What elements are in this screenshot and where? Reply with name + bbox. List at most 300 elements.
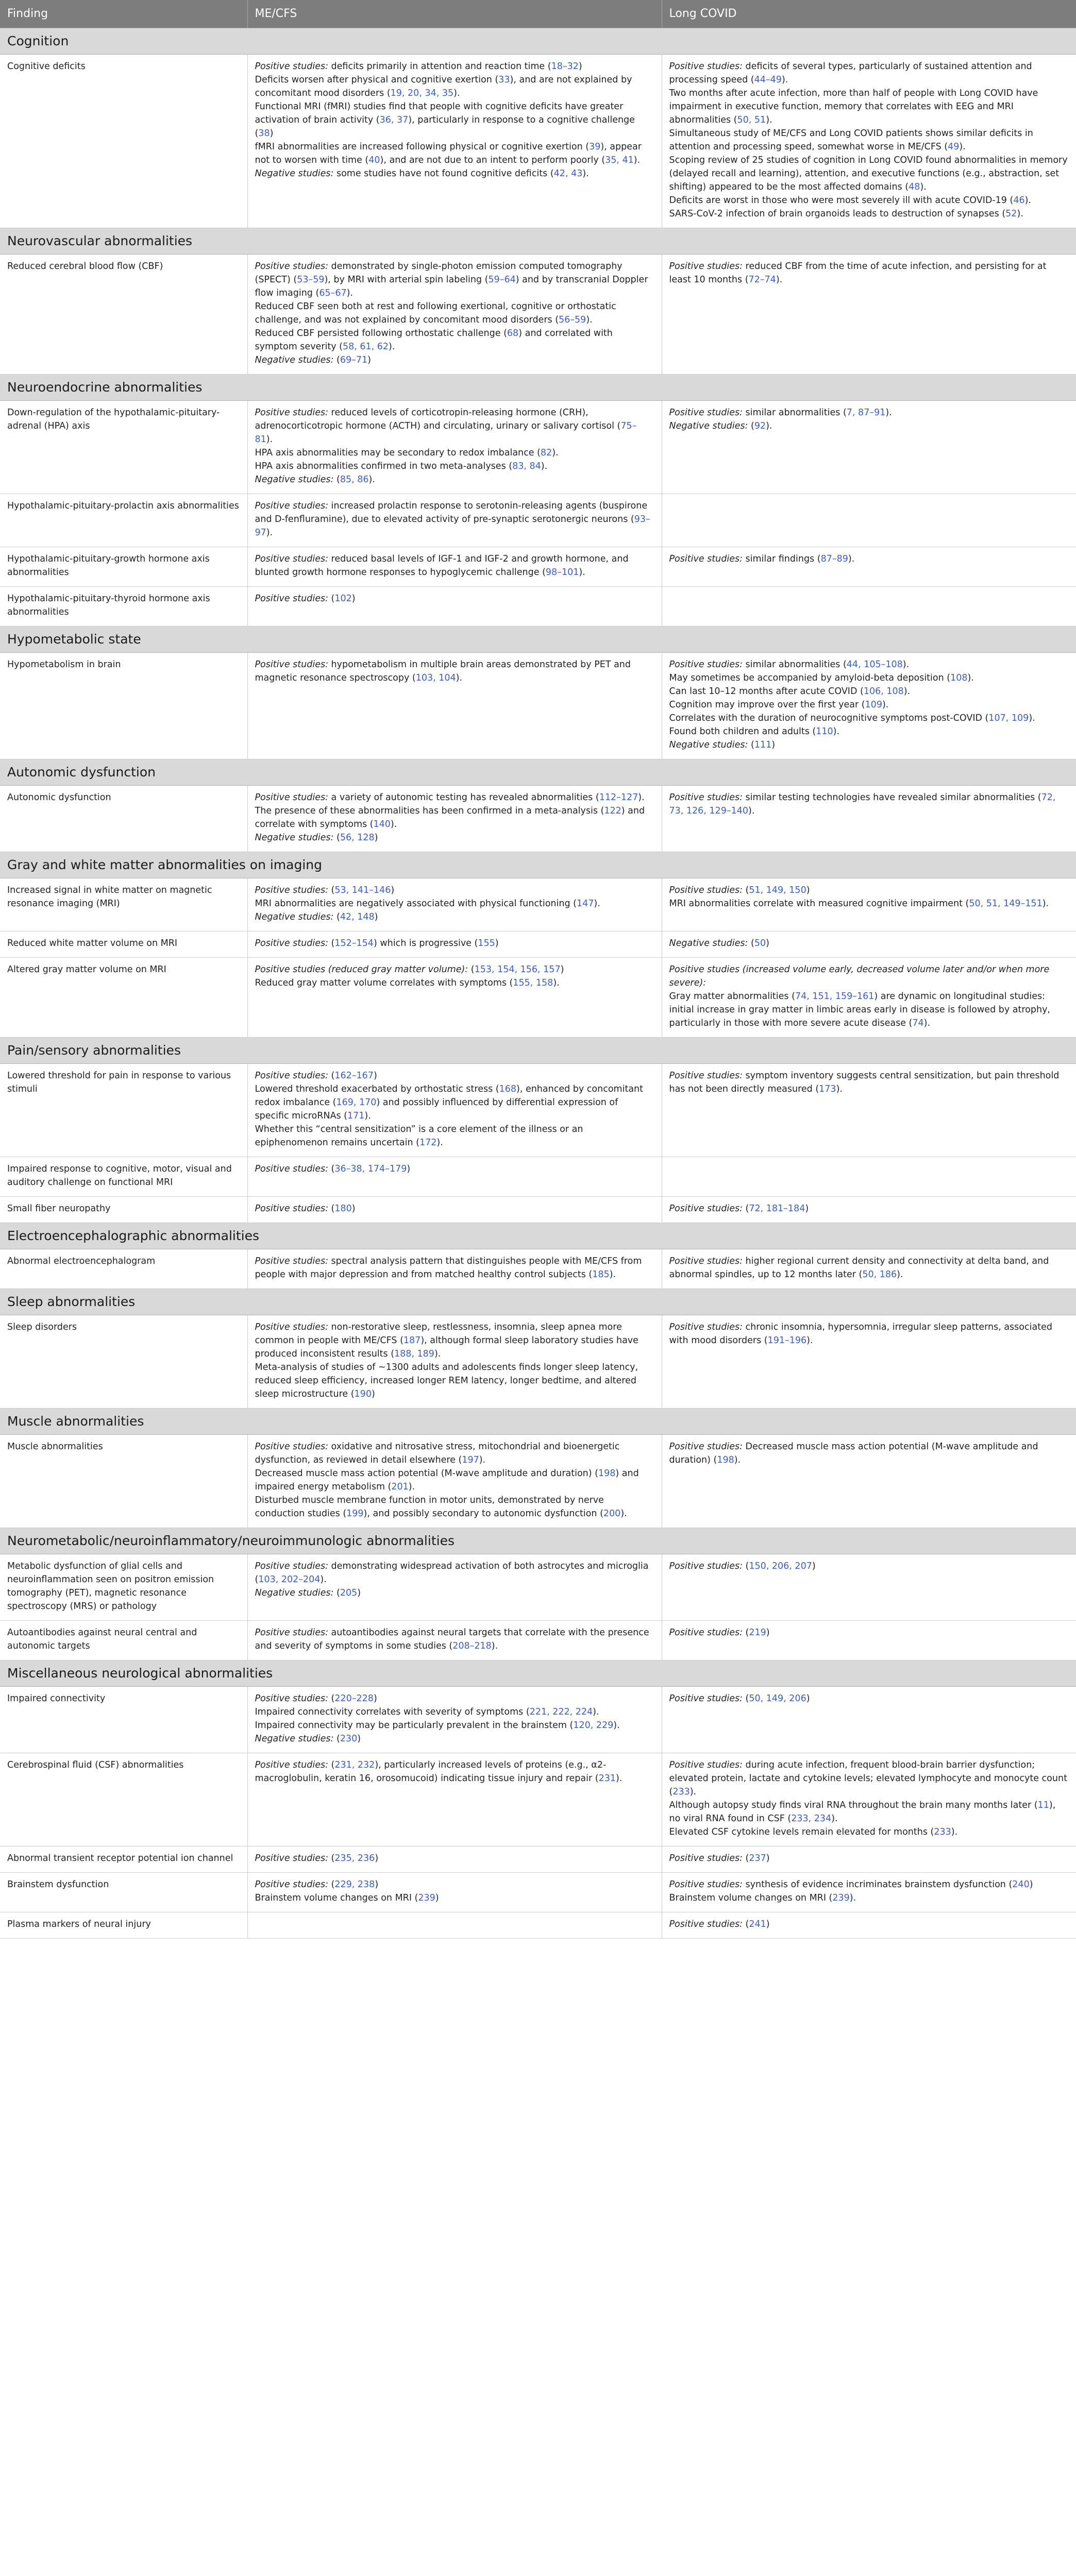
reference-link[interactable]: 7, 87–91 — [846, 408, 886, 418]
cell-paragraph — [255, 804, 654, 831]
study-label: Positive studies: — [669, 1442, 743, 1452]
reference-link[interactable]: 74, 151, 159–161 — [795, 991, 875, 1002]
reference-link[interactable]: 233 — [672, 1787, 690, 1797]
text-segment: reduced CBF from the time of acute infection, and persisting for at least 10 months ( — [669, 261, 1047, 285]
longcovid-cell — [662, 1315, 1076, 1409]
reference-link[interactable]: 48 — [909, 182, 920, 192]
study-label: Positive studies: — [255, 1164, 328, 1174]
cell-paragraph — [255, 499, 654, 539]
cell-paragraph — [255, 552, 654, 579]
reference-link[interactable]: 191–196 — [767, 1335, 807, 1346]
reference-link[interactable]: 53, 141–146 — [334, 885, 391, 895]
reference-link[interactable]: 173 — [819, 1084, 836, 1094]
text-segment: ). — [903, 686, 911, 697]
reference-link[interactable]: 188, 189 — [394, 1349, 434, 1359]
reference-link[interactable]: 208–218 — [452, 1641, 492, 1651]
reference-link[interactable]: 33 — [498, 75, 510, 85]
reference-link[interactable]: 239 — [832, 1893, 850, 1903]
reference-link[interactable]: 85, 86 — [340, 474, 369, 485]
reference-link[interactable]: 220–228 — [334, 1693, 374, 1704]
text-segment: Correlates with the duration of neurocognitive symptoms post-COVID ( — [669, 713, 989, 723]
reference-link[interactable]: 241 — [749, 1919, 766, 1929]
reference-link[interactable]: 19, 20, 34, 35 — [390, 88, 454, 98]
reference-link[interactable]: 150, 206, 207 — [749, 1561, 812, 1571]
study-label: Positive studies: — [255, 659, 328, 670]
mecfs-cell — [247, 255, 662, 375]
cell-paragraph — [669, 1878, 1069, 1891]
reference-link[interactable]: 112–127 — [599, 792, 638, 803]
longcovid-cell — [662, 1249, 1076, 1289]
reference-link[interactable]: 205 — [340, 1588, 358, 1598]
reference-link[interactable]: 233 — [934, 1827, 951, 1837]
reference-link[interactable]: 172 — [419, 1138, 437, 1148]
cell-paragraph — [669, 552, 1069, 566]
text-segment: hypometabolism in multiple brain areas demonstrated by PET and magnetic resonance spectroscopy ( — [255, 659, 631, 683]
section-row — [0, 1528, 1076, 1554]
reference-link[interactable]: 50, 51 — [737, 115, 766, 125]
cell-paragraph — [255, 1255, 654, 1281]
cell-paragraph — [255, 1560, 654, 1586]
table-row — [0, 401, 1076, 494]
study-label: Positive studies: — [255, 1204, 328, 1214]
text-segment: ). — [1029, 713, 1035, 723]
cell-paragraph — [255, 1082, 654, 1123]
cell-paragraph — [255, 406, 654, 446]
cell-paragraph — [255, 260, 654, 300]
cell-paragraph — [255, 1440, 654, 1467]
reference-link[interactable]: 152–154 — [334, 938, 374, 948]
cell-paragraph — [255, 473, 654, 486]
reference-link[interactable]: 18–32 — [551, 61, 579, 72]
reference-link[interactable]: 229, 238 — [334, 1879, 375, 1890]
reference-link[interactable]: 107, 109 — [988, 713, 1029, 723]
finding-cell: Impaired connectivity — [0, 1687, 247, 1753]
text-segment: ) and correlate with symptoms ( — [255, 806, 645, 829]
text-segment: ), by MRI with arterial spin labeling ( — [324, 275, 489, 285]
cell-paragraph — [669, 963, 1069, 990]
reference-link[interactable]: 72–74 — [748, 275, 776, 285]
reference-link[interactable]: 68 — [507, 328, 519, 338]
text-segment: ). — [748, 806, 755, 816]
text-segment: ( — [328, 594, 335, 604]
reference-link[interactable]: 75–81 — [255, 421, 637, 445]
text-segment: ) — [407, 1164, 411, 1174]
mecfs-cell — [247, 401, 662, 494]
finding-cell: Impaired response to cognitive, motor, visual and auditory challenge on functional MRI — [0, 1157, 247, 1197]
text-segment: ( — [333, 355, 340, 365]
text-segment: ( — [748, 740, 754, 750]
table-row — [0, 653, 1076, 759]
text-segment: ( — [328, 1853, 335, 1863]
reference-link[interactable]: 93–97 — [255, 514, 650, 538]
cell-paragraph — [669, 207, 1069, 221]
reference-link[interactable]: 38 — [258, 128, 270, 139]
text-segment: ) — [357, 1588, 361, 1598]
text-segment: ). — [766, 115, 772, 125]
text-segment: ( — [742, 885, 749, 895]
cell-paragraph — [669, 791, 1069, 818]
text-segment: Reduced gray matter volume correlates with symptoms ( — [255, 978, 513, 988]
text-segment: ). — [882, 700, 889, 710]
study-label: Positive studies: — [669, 885, 743, 895]
reference-link[interactable]: 199 — [346, 1509, 364, 1519]
cell-paragraph — [669, 1692, 1069, 1705]
reference-link[interactable]: 239 — [418, 1893, 435, 1903]
longcovid-cell — [662, 786, 1076, 852]
reference-link[interactable]: 36–38, 174–179 — [334, 1164, 407, 1174]
reference-link[interactable]: 51, 149, 150 — [749, 885, 806, 895]
reference-link[interactable]: 110 — [816, 726, 833, 737]
cell-paragraph — [669, 658, 1069, 671]
reference-link[interactable]: 237 — [749, 1853, 766, 1863]
reference-link[interactable]: 102 — [334, 594, 352, 604]
text-segment: ). — [368, 474, 375, 485]
reference-link[interactable]: 120, 229 — [573, 1720, 614, 1731]
reference-link[interactable]: 35, 41 — [605, 155, 634, 165]
text-segment: ). — [553, 978, 560, 988]
finding-cell: Brainstem dysfunction — [0, 1873, 247, 1912]
text-segment: Whether this “central sensitization” is a core element of the illness or an epiphenomenon remains uncertain ( — [255, 1124, 583, 1148]
section-title: Gray and white matter abnormalities on imaging — [0, 852, 1076, 878]
study-label: Positive studies: — [255, 885, 328, 895]
study-label: Positive studies: — [669, 1071, 743, 1081]
text-segment: Lowered threshold exacerbated by orthostatic stress ( — [255, 1084, 499, 1094]
text-segment: ). — [579, 567, 585, 578]
text-segment: Gray matter abnormalities ( — [669, 991, 795, 1002]
cell-paragraph — [255, 1626, 654, 1653]
cell-paragraph — [255, 897, 654, 910]
reference-link[interactable]: 87–89 — [820, 554, 848, 564]
text-segment: Deficits are worst in those who were most severely ill with acute COVID-19 ( — [669, 195, 1014, 206]
text-segment: a variety of autonomic testing has revealed abnormalities ( — [328, 792, 599, 803]
study-label: Positive studies: — [669, 1879, 743, 1890]
reference-link[interactable]: 50, 51, 149–151 — [969, 899, 1043, 909]
text-segment: ( — [333, 1734, 340, 1744]
longcovid-cell — [662, 1912, 1076, 1939]
reference-link[interactable]: 221, 222, 224 — [529, 1707, 593, 1717]
study-label: Negative studies: — [255, 1734, 334, 1744]
longcovid-cell — [662, 878, 1076, 931]
reference-link[interactable]: 111 — [754, 740, 772, 750]
table-row — [0, 1846, 1076, 1873]
reference-link[interactable]: 200 — [603, 1509, 621, 1519]
reference-link[interactable]: 233, 234 — [791, 1814, 832, 1824]
cell-paragraph — [669, 937, 1069, 950]
cell-paragraph — [255, 1494, 654, 1520]
text-segment: ). — [593, 1707, 599, 1717]
study-label: Positive studies: — [255, 61, 328, 72]
reference-link[interactable]: 171 — [347, 1111, 365, 1121]
reference-link[interactable]: 74 — [912, 1018, 924, 1028]
study-label: Positive studies: — [669, 1204, 743, 1214]
reference-link[interactable]: 169, 170 — [336, 1097, 377, 1108]
text-segment: ) — [766, 1628, 770, 1638]
reference-link[interactable]: 155 — [478, 938, 495, 948]
longcovid-cell — [662, 1435, 1076, 1528]
text-segment: ( — [742, 1628, 749, 1638]
text-segment: similar testing technologies have revealed similar abnormalities ( — [742, 792, 1041, 803]
text-segment: deficits primarily in attention and reaction time ( — [328, 61, 551, 72]
table-row — [0, 255, 1076, 375]
reference-link[interactable]: 187 — [403, 1335, 421, 1346]
table-row — [0, 1064, 1076, 1157]
text-segment: some studies have not found cognitive deficits ( — [333, 168, 554, 179]
text-segment: Although autopsy study finds viral RNA throughout the brain many months later ( — [669, 1800, 1038, 1810]
table-row — [0, 1197, 1076, 1223]
text-segment: HPA axis abnormalities confirmed in two meta-analyses ( — [255, 461, 513, 471]
text-segment: autoantibodies against neural targets that correlate with the presence and severity of symptoms in some studies ( — [255, 1628, 649, 1651]
text-segment: increased prolactin response to serotonin-releasing agents (buspirone and D-fenfluramine), due to elevated activity of pre-synaptic serotonergic neurons ( — [255, 501, 648, 524]
cell-paragraph — [669, 685, 1069, 698]
study-label: Positive studies: — [669, 1693, 743, 1704]
finding-cell: Autonomic dysfunction — [0, 786, 247, 852]
text-segment: ). — [967, 673, 974, 683]
cell-paragraph — [255, 100, 654, 140]
text-segment: oxidative and nitrosative stress, mitochondrial and bioenergetic dysfunction, as reviewed in detail elsewhere ( — [255, 1442, 620, 1465]
cell-paragraph — [669, 1825, 1069, 1839]
text-segment: ) which is progressive ( — [373, 938, 478, 948]
reference-link[interactable]: 46 — [1013, 195, 1025, 206]
reference-link[interactable]: 49 — [948, 142, 960, 152]
cell-paragraph — [669, 897, 1069, 910]
study-label: Positive studies: — [255, 501, 328, 511]
longcovid-cell — [662, 1873, 1076, 1912]
text-segment: ), enhanced by concomitant redox imbalance ( — [255, 1084, 643, 1108]
text-segment: Decreased muscle mass action potential (M-wave amplitude and duration) ( — [669, 1442, 1038, 1465]
study-label: Negative studies: — [255, 355, 334, 365]
text-segment: ), appear not to worsen with time ( — [255, 142, 642, 165]
finding-cell: Altered gray matter volume on MRI — [0, 958, 247, 1038]
finding-cell: Plasma markers of neural injury — [0, 1912, 247, 1939]
cell-paragraph — [669, 725, 1069, 738]
reference-link[interactable]: 42, 43 — [553, 168, 583, 179]
cell-paragraph — [669, 671, 1069, 685]
study-label: Positive studies: — [255, 1442, 328, 1452]
reference-link[interactable]: 122 — [604, 806, 621, 816]
text-segment: ( — [328, 1164, 335, 1174]
cell-paragraph — [255, 937, 654, 950]
reference-link[interactable]: 140 — [373, 819, 391, 829]
text-segment: ) — [806, 1693, 810, 1704]
longcovid-cell — [662, 653, 1076, 759]
study-label: Positive studies: — [669, 61, 743, 72]
text-segment: ) — [367, 355, 371, 365]
study-label: Positive studies: — [669, 1256, 743, 1266]
mecfs-cell — [247, 1554, 662, 1621]
text-segment: ). — [959, 142, 966, 152]
study-label: Positive studies: — [255, 792, 328, 803]
reference-link[interactable]: 155, 158 — [513, 978, 553, 988]
section-row — [0, 626, 1076, 653]
section-title: Miscellaneous neurological abnormalities — [0, 1660, 1076, 1687]
text-segment: spectral analysis pattern that distinguishes people with ME/CFS from people with major depression and from matched healthy control subjects ( — [255, 1256, 642, 1280]
mecfs-cell — [247, 1912, 662, 1939]
finding-cell: Hypothalamic-pituitary-growth hormone axis abnormalities — [0, 547, 247, 587]
table-row — [0, 931, 1076, 958]
text-segment: ). — [453, 88, 460, 98]
text-segment: Meta-analysis of studies of ~1300 adults and adolescents finds longer sleep latency, reduced sleep efficiency, increased longer REM latency, longer bedtime, and altered sleep microstructure ( — [255, 1362, 638, 1399]
section-title: Sleep abnormalities — [0, 1289, 1076, 1315]
reference-link[interactable]: 168 — [499, 1084, 516, 1094]
reference-link[interactable]: 69–71 — [340, 355, 368, 365]
reference-link[interactable]: 201 — [391, 1482, 409, 1492]
table-row — [0, 1157, 1076, 1197]
reference-link[interactable]: 72, 181–184 — [749, 1204, 805, 1214]
text-segment: ) — [391, 885, 395, 895]
reference-link[interactable]: 11 — [1037, 1800, 1049, 1810]
text-segment: ). — [1017, 209, 1023, 219]
column-header-mecfs: ME/CFS — [247, 0, 662, 28]
reference-link[interactable]: 180 — [334, 1204, 352, 1214]
cell-paragraph — [669, 1852, 1069, 1865]
text-segment: ), particularly increased levels of proteins (e.g., α2-macroglobulin, keratin 16, orosomucoid) indicating tissue injury and repair ( — [255, 1760, 607, 1784]
text-segment: MRI abnormalities are negatively associated with physical functioning ( — [255, 899, 577, 909]
cell-paragraph — [255, 1852, 654, 1865]
text-segment: ( — [328, 938, 335, 948]
text-segment: ). — [1024, 195, 1031, 206]
text-segment: ). — [364, 1111, 371, 1121]
mecfs-cell — [247, 494, 662, 547]
reference-link[interactable]: 219 — [749, 1628, 766, 1638]
reference-link[interactable]: 240 — [1012, 1879, 1030, 1890]
text-segment: ( — [742, 1561, 749, 1571]
reference-link[interactable]: 52 — [1005, 209, 1017, 219]
reference-link[interactable]: 197 — [462, 1455, 479, 1465]
reference-link[interactable]: 50 — [754, 938, 766, 948]
cell-paragraph — [669, 87, 1069, 127]
reference-link[interactable]: 162–167 — [334, 1071, 374, 1081]
reference-link[interactable]: 44–49 — [754, 75, 782, 85]
text-segment: ) — [351, 594, 356, 604]
reference-link[interactable]: 82 — [540, 448, 552, 458]
cell-paragraph — [669, 1320, 1069, 1347]
cell-paragraph — [255, 1069, 654, 1082]
cell-paragraph — [255, 1732, 654, 1745]
reference-link[interactable]: 185 — [592, 1269, 610, 1280]
cell-paragraph — [669, 1560, 1069, 1573]
text-segment: Can last 10–12 months after acute COVID ( — [669, 686, 864, 697]
text-segment: ( — [742, 1919, 749, 1929]
text-segment: similar abnormalities ( — [742, 408, 847, 418]
finding-cell: Hypometabolism in brain — [0, 653, 247, 759]
cell-paragraph — [669, 884, 1069, 897]
mecfs-cell — [247, 55, 662, 228]
reference-link[interactable]: 56, 128 — [340, 833, 375, 843]
cell-paragraph — [255, 1123, 654, 1149]
cell-paragraph — [669, 1440, 1069, 1467]
reference-link[interactable]: 98–101 — [545, 567, 579, 578]
text-segment: ) — [371, 1389, 375, 1399]
reference-link[interactable]: 108 — [950, 673, 968, 683]
section-title: Pain/sensory abnormalities — [0, 1038, 1076, 1064]
reference-link[interactable]: 50, 149, 206 — [749, 1693, 806, 1704]
finding-cell: Autoantibodies against neural central and autonomic targets — [0, 1621, 247, 1660]
mecfs-cell — [247, 587, 662, 626]
reference-link[interactable]: 56–59 — [559, 315, 586, 325]
reference-link[interactable]: 235, 236 — [334, 1853, 375, 1863]
reference-link[interactable]: 58, 61, 62 — [342, 342, 389, 352]
longcovid-cell — [662, 1197, 1076, 1223]
mecfs-cell — [247, 1197, 662, 1223]
reference-link[interactable]: 65–67 — [319, 288, 347, 298]
text-segment: ) — [357, 1734, 361, 1744]
text-segment: ) — [806, 885, 810, 895]
text-segment: Disturbed muscle membrane function in motor units, demonstrated by nerve conduction studies ( — [255, 1495, 604, 1519]
text-segment: ( — [748, 421, 754, 431]
text-segment: ). — [620, 1509, 627, 1519]
text-segment: ). — [491, 1641, 498, 1651]
text-segment: ( — [742, 1204, 749, 1214]
reference-link[interactable]: 231, 232 — [334, 1760, 375, 1770]
text-segment: symptom inventory suggests central sensitization, but pain threshold has not been directly measured ( — [669, 1071, 1060, 1094]
text-segment: ). — [266, 528, 273, 538]
cell-paragraph — [255, 831, 654, 844]
cell-paragraph — [255, 167, 654, 180]
cell-paragraph — [255, 1202, 654, 1215]
text-segment: ( — [333, 912, 340, 922]
study-label: Positive studies (reduced gray matter volume): — [255, 964, 468, 975]
table-row — [0, 587, 1076, 626]
reference-link[interactable]: 83, 84 — [512, 461, 541, 471]
finding-cell: Lowered threshold for pain in response to various stimuli — [0, 1064, 247, 1157]
reference-link[interactable]: 39 — [589, 142, 601, 152]
finding-cell: Abnormal electroencephalogram — [0, 1249, 247, 1289]
reference-link[interactable]: 44, 105–108 — [846, 659, 903, 670]
text-segment: ). — [776, 275, 783, 285]
text-segment: ) — [495, 938, 499, 948]
text-segment: ). — [766, 421, 772, 431]
cell-paragraph — [255, 1719, 654, 1732]
reference-link[interactable]: 109 — [865, 700, 882, 710]
reference-link[interactable]: 59–64 — [488, 275, 516, 285]
reference-link[interactable]: 147 — [576, 899, 594, 909]
section-title: Cognition — [0, 28, 1076, 55]
cell-paragraph — [669, 60, 1069, 87]
reference-link[interactable]: 198 — [598, 1468, 616, 1479]
reference-link[interactable]: 92 — [754, 421, 766, 431]
reference-link[interactable]: 36, 37 — [379, 115, 409, 125]
text-segment: ( — [742, 1853, 749, 1863]
cell-paragraph — [255, 446, 654, 460]
longcovid-cell — [662, 931, 1076, 958]
table-row — [0, 1873, 1076, 1912]
reference-link[interactable]: 103, 202–204 — [258, 1574, 321, 1585]
study-label: Positive studies: — [255, 1628, 328, 1638]
text-segment: ), although formal sleep laboratory studies have produced inconsistent results ( — [255, 1335, 638, 1359]
text-segment: ). — [586, 315, 593, 325]
reference-link[interactable]: 198 — [717, 1455, 734, 1465]
reference-link[interactable]: 50, 186 — [862, 1269, 897, 1280]
longcovid-cell — [662, 1064, 1076, 1157]
reference-link[interactable]: 230 — [340, 1734, 358, 1744]
table-row — [0, 55, 1076, 228]
reference-link[interactable]: 42, 148 — [340, 912, 375, 922]
text-segment: ). — [389, 342, 395, 352]
reference-link[interactable]: 153, 154, 156, 157 — [474, 964, 561, 975]
reference-link[interactable]: 40 — [368, 155, 380, 165]
mecfs-cell — [247, 1435, 662, 1528]
reference-link[interactable]: 106, 108 — [863, 686, 904, 697]
reference-link[interactable]: 53–59 — [297, 275, 325, 285]
study-label: Positive studies: — [255, 1071, 328, 1081]
reference-link[interactable]: 72, 73, 126, 129–140 — [669, 792, 1056, 816]
longcovid-cell — [662, 1846, 1076, 1873]
reference-link[interactable]: 231 — [598, 1773, 616, 1784]
reference-link[interactable]: 103, 104 — [415, 673, 456, 683]
section-row — [0, 1289, 1076, 1315]
reference-link[interactable]: 190 — [354, 1389, 372, 1399]
text-segment: ( — [328, 1879, 335, 1890]
